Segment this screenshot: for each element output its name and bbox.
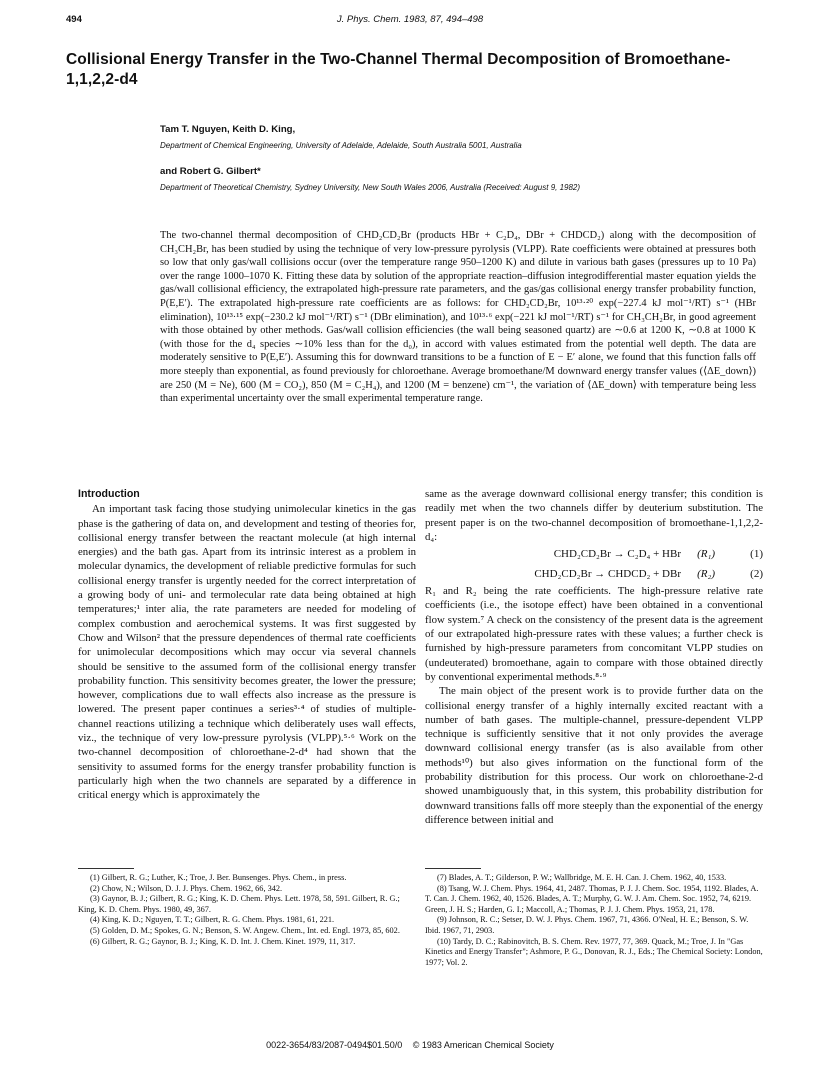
article-title: Collisional Energy Transfer in the Two-Channel Thermal Decomposition of Bromoethane-1,1,2,2-d4 [66,51,731,88]
author-affiliation: Department of Chemical Engineering, University of Adelaide, Adelaide, South Australia 5001, Australia [160,141,522,150]
author-names: Tam T. Nguyen, Keith D. King, [160,124,296,135]
author-affiliation: Department of Theoretical Chemistry, Sydney University, New South Wales 2006, Australia (Received: August 9, 1982) [160,183,581,192]
article-code: 0022-3654/83/2087-0494$01.50/0 [266,1040,403,1050]
footnote-rule [78,868,134,869]
right-references [425,873,763,968]
section-heading: Introduction [78,488,140,500]
reference-item: (1) Gilbert, R. G.; Luther, K.; Troe, J. Ber. Bunsenges. Phys. Chem., in press. [90,873,347,882]
reference-item: (5) Golden, D. M.; Spokes, G. N.; Benson, S. W. Angew. Chem., Int. ed. Engl. 1973, 85, 602. [90,925,400,935]
author-block-1 [160,124,760,150]
body-paragraph: R₁ and R₂ being the rate coefficients. The high-pressure relative rate coefficients (i.e., the isotope effect) have been obtained in a conventional flow system.⁷ A check on the consistency of the present data is the agreement of our extrapolated high-pressure rates with these values; a further check is furnished by high-pressure parameters from concomitant VLPP studies on (undeuterated) bromoethane, again to compare with those obtained directly by conventional experimental methods.⁸·⁹ [425,585,763,683]
reference-item: (2) Chow, N.; Wilson, D. J. J. Phys. Chem. 1962, 66, 342. [90,883,283,893]
reference-item: (8) Tsang, W. J. Chem. Phys. 1964, 41, 2487. Thomas, P. J. J. Chem. Soc. 1954, 1192. Blades, A. T. Can. J. Chem. 1962, 40, 1526. Blades, A. T.; Murphy, G. W. J. Am. Chem. Soc. 1952, 74, 6219. Green, J. H. S.; Harden, G. I.; Maccoll, A.; Thomas, P. J. J. Chem. Phys. 1953, 21, 178. [425,883,759,914]
author-block-2 [160,166,760,192]
page-footer [0,1040,820,1050]
equation-number: (2) [750,568,763,581]
body-paragraph: The main object of the present work is to provide further data on the collisional energy transfer of a highly internally excited reactant with a number of bath gases. The multiple-channel, pressure-dependent VLPP technique is sufficiently sensitive that it not only provides the average downward collisional energy transfer (as is also available from other methods¹⁰) but also gives information on the functional form of the probability distribution for this process. Our work on chloroethane-2-d showed unambiguously that, in this system, this probability distribution for downward transitions falls off more steeply than the exponential of the energy difference between initial and [425,685,763,826]
reference-item: (7) Blades, A. T.; Gilderson, P. W.; Wallbridge, M. E. H. Can. J. Chem. 1962, 40, 1533. [437,873,727,882]
body-paragraph: same as the average downward collisional energy transfer; this condition is readily met when the two channels differ by deuterium substitution. The present paper is on the two-channel decomposition of bromoethane-1,1,2,2-d₄: [425,488,763,543]
left-column [78,487,416,803]
reference-item: (10) Tardy, D. C.; Rabinovitch, B. S. Chem. Rev. 1977, 77, 369. Quack, M.; Troe, J. In "Gas Kinetics and Energy Transfer"; Ashmore, P. G., Donovan, R. J., Eds.; The Chemical Society: London, 1977; Vol. 2. [425,936,763,967]
body-paragraph: An important task facing those studying unimolecular kinetics in the gas phase is the gathering of data on, and development and testing of theories for, collisional energy transfer between the reactant molecule (at high internal energies) and the bath gas. Apart from its intrinsic interest as a problem in molecular dynamics, the development of reliable predictive formulas for such collisional energy transfer is urgently needed for the correct interpretation of a growing body of uni- and termolecular rate data being obtained at high temperatures;¹ inter alia, the rate parameters are needed for modeling of complex combustion and aerochemical systems. It was first suggested by Chow and Wilson² that the pressure dependences of thermal rate coefficients for unimolecular decompositions which may occur via several channels should be sensitive to the assumed form of the collisional energy transfer probability function. This sensitivity becomes greater, the lower the pressure; however, complications due to wall effects also increase as the pressure is lowered. The present paper continues a series³·⁴ of studies of multiple-channel reactions utilizing a technique which deliberately uses wall effects, viz., the technique of very low-pressure pyrolysis (VLPP).⁵·⁶ Work on the two-channel decomposition of chloroethane-2-d⁴ had shown that the sensitivity to assumed forms for the energy transfer probability function is particularly high when the two channels are separated by a difference in critical energy which is approximately the [78,503,416,802]
reference-item: (4) King, K. D.; Nguyen, T. T.; Gilbert, R. G. Chem. Phys. 1981, 61, 221. [90,915,335,925]
abstract: The two-channel thermal decomposition of CHD₂CD₂Br (products HBr + C₂D₄, DBr + CHDCD₂) along with the decomposition of CH₃CH₂Br, has been studied by using the technique of very low-pressure pyrolysis (VLPP). Rate coefficients were obtained at pressures both so low that only gas/wall collisions occur (over the temperature range 950–1200 K) and dilute in various bath gases (pressures up to 10 Pa) over the range 1000–1070 K. Fitting these data by solution of the appropriate reaction–diffusion integrodifferential master equation yields the gas/wall collisional efficiency, the extrapolated high-pressure rate parameters, and the gas/gas collisional energy transfer probability function, P(E,E′). The extrapolated high-pressure rate coefficients are as follows: for CHD₂CD₂Br, 10¹³·²⁰ exp(−227.4 kJ mol⁻¹/RT) s⁻¹ (HBr elimination), 10¹³·¹⁵ exp(−230.2 kJ mol⁻¹/RT) s⁻¹ (DBr elimination), and 10¹³·⁶ exp(−221 kJ mol⁻¹/RT) s⁻¹ for CH₃CH₂Br, in good agreement with those obtained by other methods. Gas/wall collision efficiencies (the wall being seasoned quartz) are ∼0.6 at 1200 K, ∼0.8 at 1000 K (with those for the d₄ species ∼10% less than for the d₀), in accord with values estimated from the potential well depth. The data are moderately sensitive to P(E,E′). Assuming this for downward transitions to be a function of E − E′ alone, we found that this function falls off more steeply than exponential, as found previously for chloroethane. Average bromoethane/M downward energy transfer values (⟨ΔE_down⟩) are 250 (M = Ne), 600 (M = CO₂), 850 (M = C₂H₄), and 1200 (M = benzene) cm⁻¹, the variation of ⟨ΔE_down⟩ with temperature being less than experimental uncertainty over the small experimental temperature range. [160,230,756,405]
left-references [78,873,416,947]
equation-2 [425,564,763,584]
page-number: 494 [66,14,82,25]
reference-item: (3) Gaynor, B. J.; Gilbert, R. G.; King, K. D. Chem. Phys. Lett. 1978, 58, 591. Gilbert, R. G.; King, K. D. Chem. Phys. 1980, 49, 367. [78,894,400,914]
equation-number: (1) [750,548,763,561]
journal-citation: J. Phys. Chem. 1983, 87, 494–498 [336,14,484,25]
right-column [425,487,763,827]
equation-label: (R₁) [697,548,715,561]
reference-item: (9) Johnson, R. C.; Setser, D. W. J. Phys. Chem. 1967, 71, 4366. O'Neal, H. E.; Benson, S. W. Ibid. 1967, 71, 2903. [425,915,749,935]
reference-item: (6) Gilbert, R. G.; Gaynor, B. J.; King, K. D. Int. J. Chem. Kinet. 1979, 11, 317. [90,936,356,946]
footnote-rule [425,868,481,869]
copyright: © 1983 American Chemical Society [412,1040,554,1050]
running-header [66,14,754,30]
equation-formula: CHD₂CD₂Br → CHDCD₂ + DBr [534,568,681,581]
equation-label: (R₂) [697,568,715,581]
equation-formula: CHD₂CD₂Br → C₂D₄ + HBr [553,548,681,561]
author-names: and Robert G. Gilbert* [160,166,261,177]
equation-1 [425,544,763,564]
